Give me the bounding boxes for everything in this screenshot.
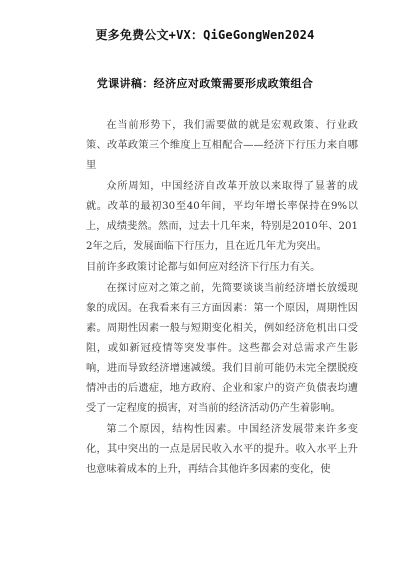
paragraph: 第二个原因，结构性因素。中国经济发展带来许多变化，其中突出的一点是居民收入水平的提升。收入水平上升也意味着成本的上升，再结合其他许多因素的变化，使 [86, 424, 358, 475]
document-title: 党课讲稿：经济应对政策需要形成政策组合 [96, 77, 314, 90]
document-body [86, 116, 358, 481]
paragraph: 目前许多政策讨论都与如何应对经济下行压力有关。 [86, 262, 321, 273]
paragraph: 在探讨应对之策之前，先简要谈谈当前经济增长放缓现象的成因。在我看来有三方面因素：第一个原因，周期性因素。周期性因素一般与短期变化相关，例如经济危机出口受阻，或如新冠疫情等突发事件。这些都会对总需求产生影响，进而导致经济增速减缓。我们目前可能仍未完全摆脱疫情冲击的后遗症，地方政府、企业和家户的资产负债表均遭受了一定程度的损害，对当前的经济活动仍产生着影响。 [86, 283, 358, 414]
promo-header: 更多免费公文+VX：QiGeGongWen2024 [95, 28, 315, 42]
paragraph: 在当前形势下，我们需要做的就是宏观政策、行业政策、改革政策三个维度上互相配合——经济下行压力来自哪里 [86, 120, 358, 171]
paragraph: 众所周知，中国经济自改革开放以来取得了显著的成就。改革的最初30至40年间，平均年增长率保持在9%以上，成绩斐然。然而，过去十几年来，特别是2010年、2012年之后，发展面临下行压力，且在近几年尤为突出。 [86, 181, 358, 252]
